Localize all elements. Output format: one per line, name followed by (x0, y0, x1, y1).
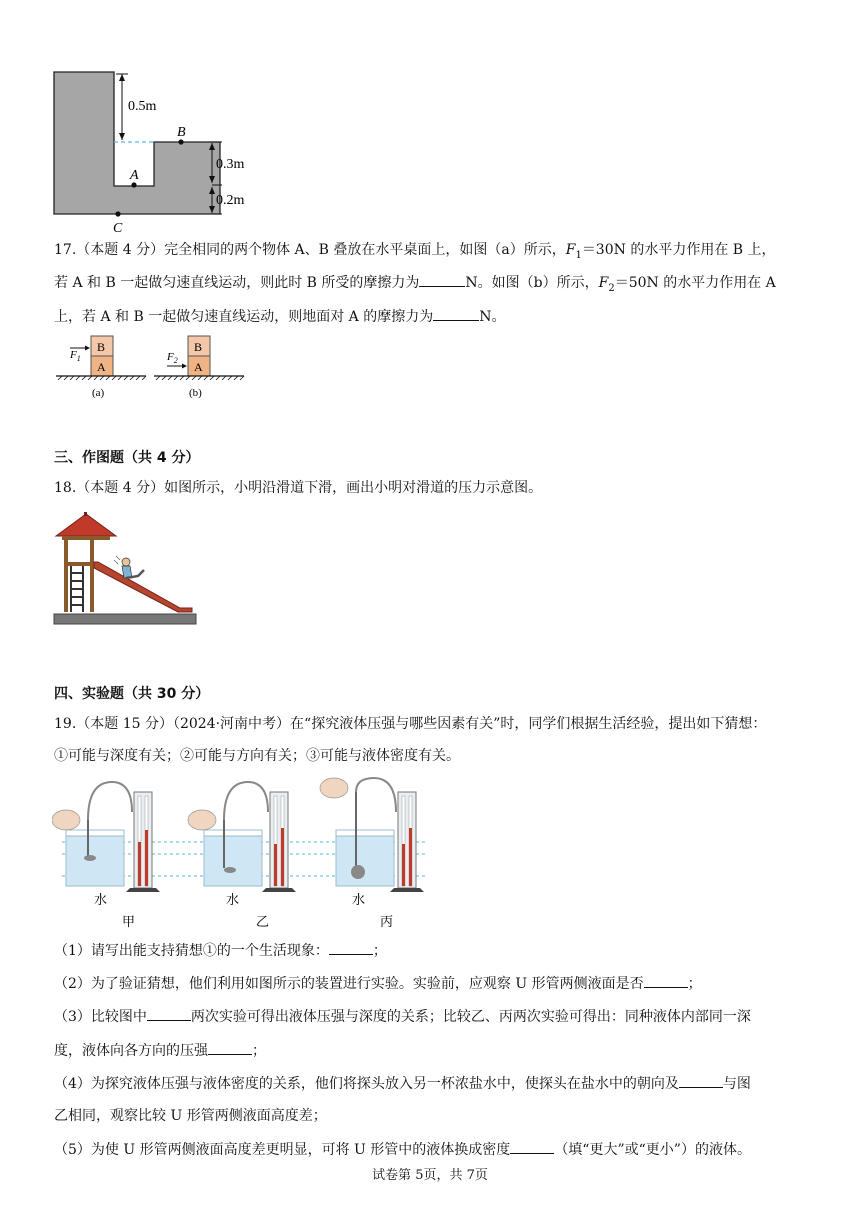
experiment-figure (52, 772, 432, 932)
caption-a: (a) (92, 387, 105, 399)
answer-blank[interactable] (679, 1073, 723, 1088)
answer-blank[interactable] (329, 940, 373, 955)
q18-text: 18.（本题 4 分）如图所示，小明沿滑道下滑，画出小明对滑道的压力示意图。 (54, 480, 543, 496)
answer-blank[interactable] (433, 306, 479, 321)
block-a-label: A (97, 360, 106, 374)
point-a: A (130, 168, 139, 183)
label-0-2m: 0.2m (216, 193, 245, 208)
q19-part-3-cont: 度，液体向各方向的压强 ； (54, 1040, 266, 1061)
water-label-1: 水 (94, 892, 108, 907)
q17-line-3: 上，若 A 和 B 一起做匀速直线运动，则地面对 A 的摩擦力为 N。 (54, 306, 505, 327)
answer-blank[interactable] (419, 272, 465, 287)
page-footer: 试卷第 5页，共 7页 (372, 1168, 488, 1183)
point-c: C (113, 221, 123, 236)
caption-b: (b) (189, 387, 202, 399)
caption-jia: 甲 (122, 914, 136, 929)
label-0-3m: 0.3m (216, 157, 245, 172)
q19-intro-1: 19.（本题 15 分）（2024·河南中考）在“探究液体压强与哪些因素有关”时，同学们根据生活经验，提出如下猜想： (54, 716, 767, 732)
f2-label: $F_2$ (167, 351, 178, 365)
q19-part-4-cont: 乙相同，观察比较 U 形管两侧液面高度差； (54, 1108, 327, 1124)
answer-blank[interactable] (510, 1139, 554, 1154)
caption-bing: 丙 (380, 914, 394, 929)
water-label-3: 水 (352, 892, 366, 907)
q17-line-1: 17.（本题 4 分）完全相同的两个物体 A、B 叠放在水平桌面上，如图（a）所示，$F_1=30N$ 的水平力作用在 B 上， (54, 242, 776, 261)
f1-label: $F_1$ (70, 349, 81, 363)
answer-blank[interactable] (644, 973, 688, 988)
blocks-figure (54, 334, 250, 404)
section-4-title: 四、实验题（共 30 分） (54, 686, 210, 702)
q17-line-2: 若 A 和 B 一起做匀速直线运动，则此时 B 所受的摩擦力为 N。如图（b）所示，$F_2=50N$ 的水平力作用在 A (54, 272, 776, 299)
label-0-5m: 0.5m (128, 99, 157, 114)
slide-figure (52, 512, 200, 628)
caption-yi: 乙 (256, 914, 270, 929)
q19-part-2: （2）为了验证猜想，他们利用如图所示的装置进行实验。实验前，应观察 U 形管两侧液面是否 ； (54, 973, 702, 994)
block-b-label: B (194, 340, 203, 354)
q19-part-4: （4）为探究液体压强与液体密度的关系，他们将探头放入另一杯浓盐水中，使探头在盐水中的朝向及 与图 (54, 1073, 751, 1094)
q19-part-3: （3）比较图中 两次实验可得出液体压强与深度的关系；比较乙、丙两次实验可得出：同种液体内部同一深 (54, 1006, 751, 1027)
section-3-title: 三、作图题（共 4 分） (54, 450, 200, 466)
water-label-2: 水 (226, 892, 240, 907)
block-b-label: B (97, 340, 106, 354)
answer-blank[interactable] (208, 1040, 252, 1055)
q19-part-5: （5）为使 U 形管两侧液面高度差更明显，可将 U 形管中的液体换成密度 （填“更大”或“更小”）的液体。 (54, 1139, 751, 1160)
point-b: B (177, 125, 186, 140)
block-a-label: A (194, 360, 203, 374)
container-figure (50, 44, 260, 236)
answer-blank[interactable] (147, 1006, 191, 1021)
q19-part-1: （1）请写出能支持猜想①的一个生活现象： ； (54, 940, 387, 961)
q19-intro-2: ①可能与深度有关；②可能与方向有关；③可能与液体密度有关。 (54, 748, 460, 764)
